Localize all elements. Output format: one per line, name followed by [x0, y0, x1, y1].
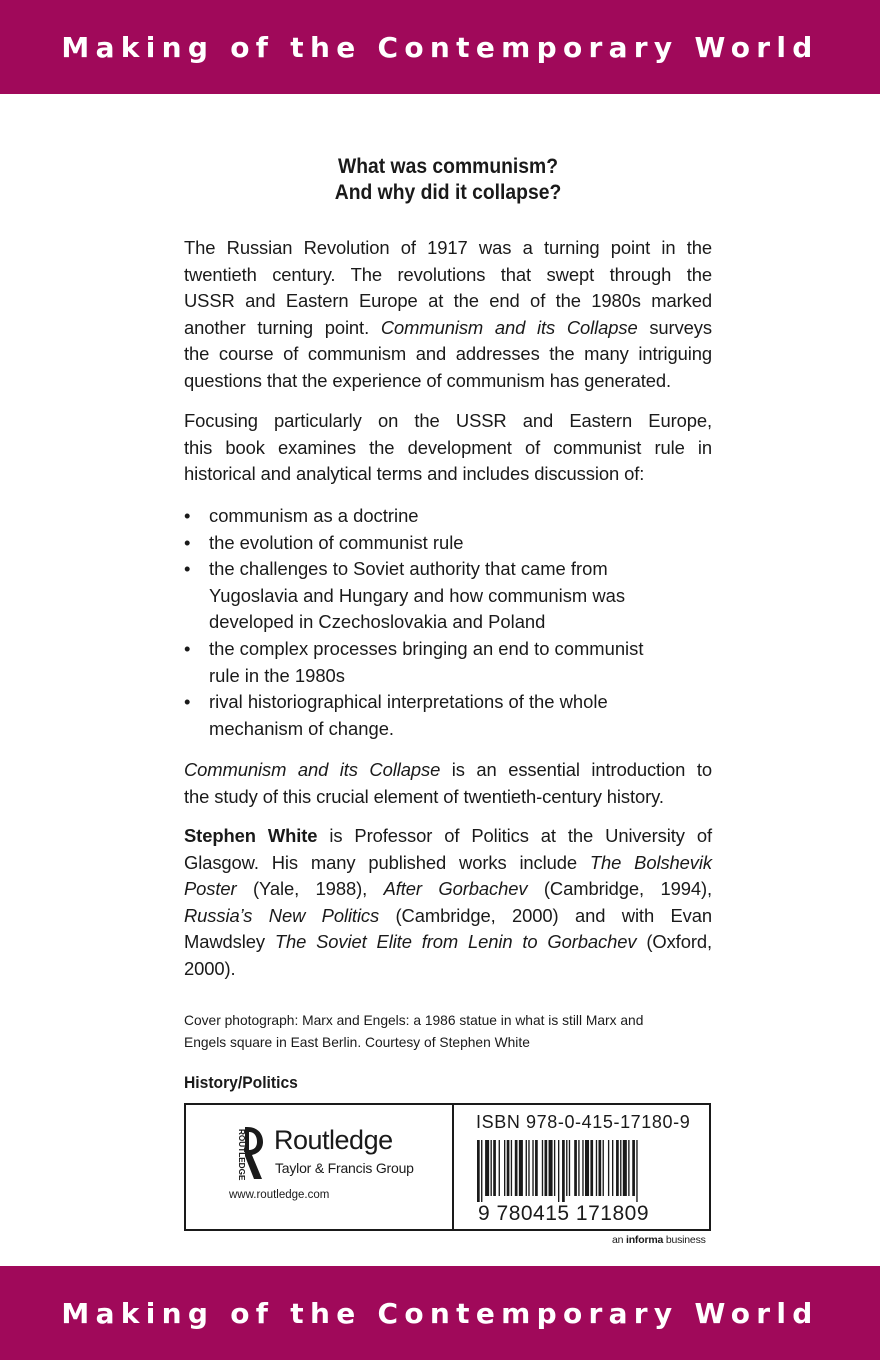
barcode-bar — [636, 1140, 637, 1202]
topic-text: Yugoslavia and Hungary and how communism was — [209, 584, 626, 606]
bio-text: (Cambridge, 2000) and with Evan — [379, 904, 712, 926]
isbn-label: ISBN 978-0-415-17180-9 — [476, 1112, 691, 1132]
bullet-dot: • — [184, 691, 191, 713]
author-name: Stephen White — [184, 825, 318, 846]
intro-paragraph — [184, 235, 712, 395]
topic-text: rule in the 1980s — [209, 664, 345, 686]
barcode-bar — [562, 1140, 565, 1202]
publisher-group: Taylor & Francis Group — [275, 1160, 414, 1176]
informa-brand: informa — [626, 1234, 664, 1246]
barcode-bar — [612, 1140, 613, 1196]
bullet-dot: • — [184, 558, 191, 580]
bio-line — [184, 876, 712, 903]
topic-item — [184, 636, 712, 689]
topic-text: the challenges to Soviet authority that came from — [209, 558, 608, 580]
barcode-bar — [535, 1140, 538, 1196]
intro-line: USSR and Eastern Europe at the end of the 1980s marked — [184, 290, 712, 312]
topic-text: rival historiographical interpretations of the whole — [209, 691, 608, 713]
bio-text: (Oxford, — [636, 931, 712, 953]
barcode-bar — [599, 1140, 602, 1196]
subject-category: History/Politics — [184, 1073, 298, 1092]
barcode-bar — [558, 1140, 559, 1202]
intro-text: surveys — [637, 316, 712, 338]
topic-item — [184, 556, 712, 636]
box-divider — [452, 1105, 454, 1229]
focus-line: Focusing particularly on the USSR and Eastern Europe, — [184, 410, 712, 431]
bio-text: (Yale, 1988), — [236, 878, 384, 900]
headline-line-2: And why did it collapse? — [334, 181, 562, 204]
publisher-barcode-box — [184, 1103, 711, 1231]
barcode-bar — [519, 1140, 523, 1196]
bio-line — [184, 929, 712, 956]
barcode-bar — [585, 1140, 589, 1196]
barcode-bar — [507, 1140, 510, 1196]
series-banner-bottom — [0, 1266, 880, 1360]
barcode-bar — [582, 1140, 583, 1196]
work-title: The Bolshevik — [589, 851, 712, 873]
ean-digits: 9 780415 171809 — [478, 1202, 649, 1225]
work-title: After Gorbachev — [383, 878, 528, 900]
bio-text: is Professor of Politics at the University of — [317, 825, 712, 846]
barcode-bar — [596, 1140, 597, 1196]
tagline-text: an — [612, 1234, 626, 1246]
barcode-bar — [603, 1140, 604, 1196]
topic-item — [184, 530, 712, 557]
intro-text: another turning point. — [184, 316, 381, 338]
barcode-bar — [545, 1140, 548, 1196]
barcode-bar — [623, 1140, 627, 1196]
summary-line: the study of this crucial element of twentieth-century history. — [184, 785, 664, 807]
bio-text: Glasgow. His many published works include — [184, 851, 590, 873]
bullet-dot: • — [184, 531, 191, 553]
barcode-bar — [632, 1140, 635, 1196]
barcode-bar — [590, 1140, 593, 1196]
barcode-bar — [485, 1140, 489, 1196]
logo-mark-text: ROUTLEDGE — [237, 1129, 246, 1181]
topic-item — [184, 689, 712, 742]
topic-text: the complex processes bringing an end to communist — [209, 637, 644, 659]
bio-text: (Cambridge, 1994), — [527, 878, 712, 900]
routledge-logo-icon — [225, 1123, 265, 1183]
publisher-website: www.routledge.com — [229, 1189, 330, 1201]
barcode-icon — [477, 1140, 699, 1202]
work-title: The Soviet Elite from Lenin to Gorbachev — [274, 931, 637, 953]
barcode-bar — [526, 1140, 527, 1196]
barcode-bar — [608, 1140, 609, 1196]
intro-line: The Russian Revolution of 1917 was a turning point in the — [184, 237, 712, 258]
work-title: Poster — [184, 878, 237, 900]
intro-line: questions that the experience of communism has generated. — [184, 369, 672, 391]
barcode-bar — [549, 1140, 553, 1196]
bio-line — [184, 903, 712, 930]
topic-text: the evolution of communist rule — [209, 531, 464, 553]
barcode-bar — [477, 1140, 480, 1202]
focus-line: historical and analytical terms and includes discussion of: — [184, 463, 645, 485]
barcode-bar — [493, 1140, 496, 1196]
barcode-bar — [504, 1140, 505, 1196]
series-title-top: Making of the Contemporary World — [61, 30, 819, 64]
headline-line-1: What was communism? — [337, 155, 559, 178]
intro-line: the course of communism and addresses the many intriguing — [184, 343, 712, 365]
informa-tagline — [612, 1234, 706, 1246]
barcode-bar — [481, 1140, 482, 1202]
series-title-bottom: Making of the Contemporary World — [61, 1296, 819, 1330]
barcode-bar — [532, 1140, 533, 1196]
barcode-bar — [566, 1140, 567, 1196]
focus-paragraph — [184, 408, 712, 488]
barcode-bar — [515, 1140, 518, 1196]
barcode-bar — [511, 1140, 512, 1196]
barcode-bar — [491, 1140, 492, 1196]
barcode-bar — [499, 1140, 500, 1196]
cover-photo-caption — [184, 1010, 712, 1053]
bio-line — [184, 823, 712, 850]
barcode-bar — [616, 1140, 619, 1196]
barcode-bar — [528, 1140, 529, 1196]
barcode-bar — [628, 1140, 629, 1196]
bullet-dot: • — [184, 505, 191, 526]
book-title: Communism and its Collapse — [184, 759, 441, 780]
topic-list — [184, 503, 712, 742]
bullet-dot: • — [184, 637, 191, 659]
intro-line — [184, 315, 712, 342]
bio-line: 2000). — [184, 957, 236, 979]
topic-text: developed in Czechoslovakia and Poland — [209, 611, 546, 633]
author-bio — [184, 823, 712, 983]
publisher-name: Routledge — [274, 1125, 393, 1155]
caption-line: Engels square in East Berlin. Courtesy of Stephen White — [184, 1034, 530, 1050]
summary-line — [184, 757, 712, 784]
book-title: Communism and its Collapse — [380, 316, 638, 338]
bio-line — [184, 850, 712, 877]
barcode-bar — [574, 1140, 577, 1196]
barcode-bar — [569, 1140, 570, 1196]
barcode-bar — [620, 1140, 621, 1196]
focus-line: this book examines the development of communist rule in — [184, 436, 712, 458]
tagline-text: business — [663, 1234, 706, 1246]
bio-text: Mawdsley — [184, 931, 275, 953]
caption-line: Cover photograph: Marx and Engels: a 1986 statue in what is still Marx and — [184, 1013, 644, 1028]
series-banner-top — [0, 0, 880, 94]
headline — [205, 154, 691, 206]
barcode-bar — [554, 1140, 555, 1196]
barcode-bar — [542, 1140, 543, 1196]
summary-paragraph — [184, 757, 712, 810]
barcode-bar — [578, 1140, 579, 1196]
summary-text: is an essential introduction to — [440, 759, 712, 780]
intro-line: twentieth century. The revolutions that swept through the — [184, 263, 712, 285]
topic-item — [184, 503, 712, 530]
topic-text: communism as a doctrine — [209, 505, 419, 526]
work-title: Russia’s New Politics — [184, 904, 380, 926]
topic-text: mechanism of change. — [209, 717, 395, 739]
